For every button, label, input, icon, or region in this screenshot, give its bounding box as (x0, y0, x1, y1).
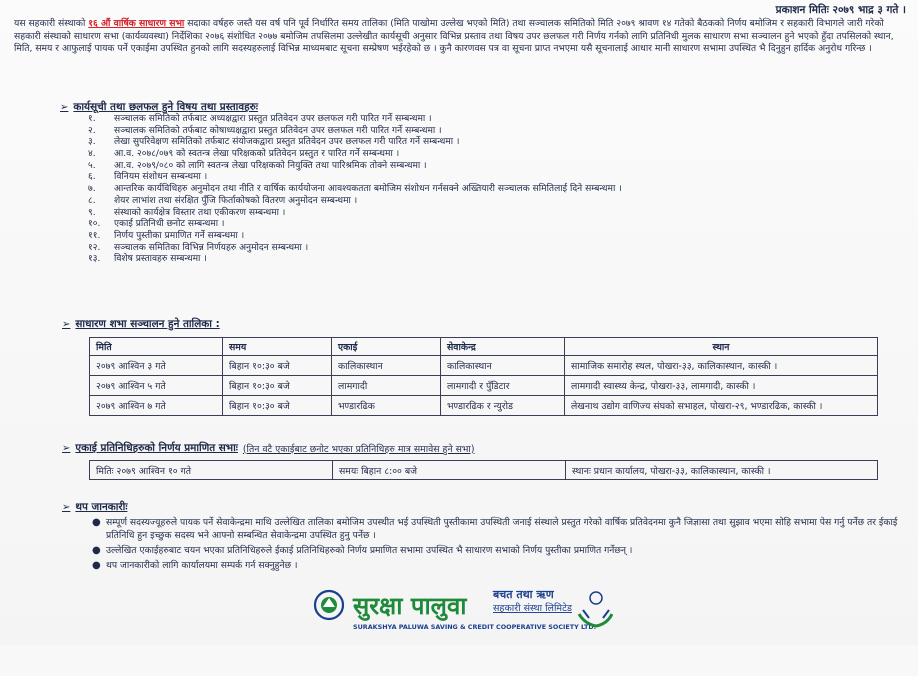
logo-graphic (313, 584, 613, 634)
agenda-item (88, 137, 888, 149)
representatives-note: (तिन वटै एकाईबाट छनोट भएका प्रतिनिधिहरु मात्र समावेस हुने सभा) (242, 443, 475, 455)
agenda-item-text: सञ्चालक समितिको तर्फबाट अध्यक्षद्वारा प्रस्तुत प्रतिवेदन उपर छलफल गरी पारित गर्ने सम्बन्धमा । (114, 114, 432, 124)
agenda-item-number: ८. (88, 195, 96, 206)
agenda-item-number: ५. (88, 160, 96, 171)
table-cell: कालिकास्थान (441, 356, 565, 376)
publication-date: प्रकाशन मितिः २०७९ भाद्र ३ गते । (775, 4, 906, 16)
arrow-bullet-icon: ➢ (62, 501, 71, 513)
table-cell: लामगादी (332, 376, 441, 396)
agenda-item-number: १३. (88, 254, 101, 265)
table-header-row (90, 338, 878, 356)
agenda-item-number: १. (88, 114, 96, 124)
agenda-item-number: ६. (88, 172, 96, 183)
agenda-item-number: ४. (88, 149, 96, 160)
agenda-item (88, 254, 888, 266)
column-header-unit: एकाई (332, 338, 441, 356)
table-row (90, 461, 878, 480)
bullet-icon: ● (92, 560, 101, 571)
list-item-text: उल्लेखित एकाईहरुबाट चयन भएका प्रतिनिधिहरुले ईकाई प्रतिनिधिहरुको निर्णय प्रमाणित सभामा उपस्थित भै साधारण सभाको निर्णय पुस्तीका प्रमाणित गर्नेछन् । (106, 545, 633, 556)
agenda-item-number: ९. (88, 207, 96, 218)
table-cell: बिहान १०:३० बजे (223, 356, 332, 376)
agenda-item (88, 196, 888, 208)
representatives-heading-text: एकाई प्रतिनिधिहरुको निर्णय प्रमाणित सभाः (75, 442, 238, 454)
agenda-item-text: विशेष प्रस्तावहरु सम्बन्धमा । (114, 254, 207, 265)
agenda-item-text: सञ्चालक समितिको तर्फबाट कोषाध्यक्षद्वारा प्रस्तुत प्रतिवेदन उपर छलफल गरी पारित गर्ने सम्बन्धमा । (114, 125, 442, 136)
column-header-service-center: सेवाकेन्द्र (441, 338, 565, 356)
agenda-item-number: १२. (88, 242, 101, 253)
arrow-bullet-icon: ➢ (62, 318, 71, 330)
representatives-heading (62, 441, 474, 455)
table-cell: लेखनाथ उद्योग वाणिज्य संघको सभाहल, पोखरा-२९, भण्डारढिक, कास्की । (565, 396, 878, 416)
agenda-item (88, 219, 888, 231)
agenda-item-number: २. (88, 125, 96, 136)
table-cell: भण्डारढिक (332, 396, 441, 416)
table-row (90, 396, 878, 416)
agenda-item-text: निर्णय पुस्तीका प्रमाणित गर्ने सम्बन्धमा । (114, 230, 245, 241)
list-item-text: थप जानकारीको लागि कार्यालयमा सम्पर्क गर्न सक्नुहुनेछ । (106, 560, 298, 571)
agenda-item (88, 184, 888, 196)
extra-info-heading (62, 500, 127, 514)
schedule-heading (62, 317, 220, 331)
table-cell: भण्डारढिक र न्युरोड (441, 396, 565, 416)
agenda-item-text: आ.व. २०७८/०७९ को स्वतन्त्र लेखा परिक्षकको प्रतिवेदन प्रस्तुत र पारित गर्ने सम्बन्धमा । (114, 149, 400, 160)
intro-text-start: यस सहकारी संस्थाको (14, 18, 89, 29)
agenda-item (88, 208, 888, 220)
list-item (92, 544, 898, 557)
logo-tagline-2: सहकारी संस्था लिमिटेड (493, 603, 572, 614)
column-header-time: समय (223, 338, 332, 356)
agenda-item-number: १०. (88, 219, 101, 230)
agm-highlight: १६ औं वार्षिक साधारण सभा (88, 18, 185, 29)
table-cell: २०७९ आश्विन ७ गते (90, 396, 223, 416)
agenda-item (88, 161, 888, 173)
agenda-item (88, 243, 888, 255)
agenda-item (88, 172, 888, 184)
agenda-list (88, 114, 888, 266)
table-cell: बिहान १०:३० बजे (223, 396, 332, 416)
agenda-item (88, 149, 888, 161)
list-item-text: सम्पूर्ण सदस्यज्यूहरुले पायक पर्ने सेवाकेन्द्रमा माथि उल्लेखित तालिका बमोजिम उपस्थीत भई उपस्थिती पुस्तीकामा उपस्थिती जनाई संस्थाले प्रस्तुत गरेको वार्षिक प्रतिवेदनमा कुनै जिज्ञासा तथा सुझाव भएमा सोहि सभामा पेस गर्नु पर्नेछ तर ईकाई प्रतिनिधि हुन इच्छुक सदस्य भने आफ्नो सम्बन्धित सेवाकेन्द्रमा उपस्थित हुनु पर्नेछ । (106, 517, 898, 541)
table-cell: लामगादी स्वास्थ्य केन्द्र, पोखरा-३३, लामगादी, कास्की । (565, 376, 878, 396)
schedule-table (89, 337, 878, 416)
rep-place-cell: स्थानः प्रधान कार्यालय, पोखरा-३३, कालिकास्थान, कास्की । (566, 461, 878, 480)
extra-info-heading-text: थप जानकारीः (75, 501, 128, 513)
table-cell: २०७९ आश्विन ५ गते (90, 376, 223, 396)
bullet-icon: ● (92, 517, 101, 528)
table-cell: २०७९ आश्विन ३ गते (90, 356, 223, 376)
table-cell: कालिकास्थान (332, 356, 441, 376)
agenda-item-number: ३. (88, 137, 96, 148)
column-header-date: मिति (90, 338, 223, 356)
agenda-item-text: आ.व. २०७९/०८० को लागि स्वतन्त्र लेखा परिक्षकको नियुक्ति तथा पारिश्रमिक तोक्ने सम्बन्धमा । (114, 160, 427, 171)
arrow-bullet-icon: ➢ (60, 101, 69, 113)
agenda-item (88, 231, 888, 243)
table-cell: सामाजिक समारोह स्थल, पोखरा-३३, कालिकास्थान, कास्की । (565, 356, 878, 376)
agenda-item-text: लेखा सुपरिवेक्षण समितिको तर्फबाट संयोजकद्वारा प्रस्तुत प्रतिवेदन उपर छलफल गरी पारित गर्ने सम्बन्धमा । (114, 137, 460, 148)
table-row (90, 356, 878, 376)
table-cell: बिहान १०:३० बजे (223, 376, 332, 396)
bullet-icon: ● (92, 545, 101, 556)
schedule-heading-text: साधारण शभा सञ्चालन हुने तालिका : (75, 318, 220, 330)
intro-paragraph (14, 18, 908, 56)
right-hands-icon (579, 592, 612, 626)
agenda-item (88, 126, 888, 138)
logo-name-nepali: सुरक्षा पालुवा (353, 592, 467, 620)
extra-info-list (92, 516, 898, 574)
agenda-item-text: संस्थाको कार्यक्षेत्र विस्तार तथा एकीकरण सम्बन्धमा । (114, 207, 286, 218)
page-bottom-margin (0, 645, 918, 676)
agenda-item-text: आन्तरिक कार्यविधिहरु अनुमोदन तथा नीति र वार्षिक कार्ययोजना आवश्यकतता बमोजिम संशोधन गर्नसक्ने अख्तियारी सञ्चालक समितिलाई दिने सम्बन्धमा । (114, 184, 622, 195)
table-row (90, 376, 878, 396)
table-cell: लामगादी र पुँडिटार (441, 376, 565, 396)
agenda-item-number: ७. (88, 184, 96, 195)
representatives-table (89, 460, 878, 480)
agenda-item-text: सञ्चालक समितिका विभिन्न निर्णयहरु अनुमोदन सम्बन्धमा । (114, 242, 309, 253)
agenda-item-text: विनियम संशोधन सम्बन्धमा । (114, 172, 208, 183)
column-header-venue: स्थान (565, 338, 878, 356)
list-item (92, 516, 898, 542)
cooperative-logo (313, 584, 613, 634)
agenda-heading (60, 100, 258, 114)
rep-time-cell: समयः बिहान ८:०० बजे (333, 461, 566, 480)
rep-date-cell: मितिः २०७९ आश्विन १० गते (90, 461, 333, 480)
arrow-bullet-icon: ➢ (62, 442, 71, 454)
agenda-heading-text: कार्यसूची तथा छलफल हुने विषय तथा प्रस्तावहरुः (73, 101, 258, 113)
agenda-item (88, 114, 888, 126)
agenda-item-text: शेयर लाभांश तथा संरक्षित पुँजि फिर्ताकोषको वितरण अनुमोदन सम्बन्धमा । (114, 195, 358, 206)
agenda-item-number: ११. (88, 230, 101, 241)
logo-tagline-1: बचत तथा ऋण (493, 588, 554, 601)
logo-name-english: SURAKSHYA PALUWA SAVING & CREDIT COOPERATIVE SOCIETY LTD. (353, 623, 597, 631)
list-item (92, 559, 898, 572)
intro-text-end: सदाका वर्षहरु जस्तै यस वर्ष पनि पूर्व निर्धारित समय तालिका (मिति पाखोमा उल्लेख भएको मिति) तथा सञ्चालक समितिको मिति २०७९ श्रावण १४ गतेको बैठकको निर्णय बमोजिम र सहकारी विभागले जारी गरेको सहकारी संस्थाको साधारण सभा (कार्यव्यवस्था) निर्देशिका २०७६ संशोधित २०७७ बमोजिम तपसिलमा उल्लेखीत कार्यसूची अनुसार विभिन्न प्रस्ताव तथा विषय उपर छलफल गरी निर्णय गर्नको लागि प्रतिनिधी मुलक साधारण सभा सञ्चालन हुने भएको हुँदा तपसिलको स्थान, मिति, समय र आफुलाई पायक पर्ने एकाईमा उपस्थित हुनको लागि सदस्यहरुलाई विभिन्न माध्यमबाट सूचना सम्प्रेषण भईरहेको छ । कुनै कारणवस पत्र वा सूचना प्राप्त नभएमा यसै सूचनालाई आधार मानी साधारण सभामा उपस्थित भै दिनुहुन हार्दिक अनुरोध गरिन्छ । (14, 18, 894, 55)
agenda-item-text: एकाई प्रतिनिधी छनोट सम्बन्धमा । (114, 219, 225, 230)
